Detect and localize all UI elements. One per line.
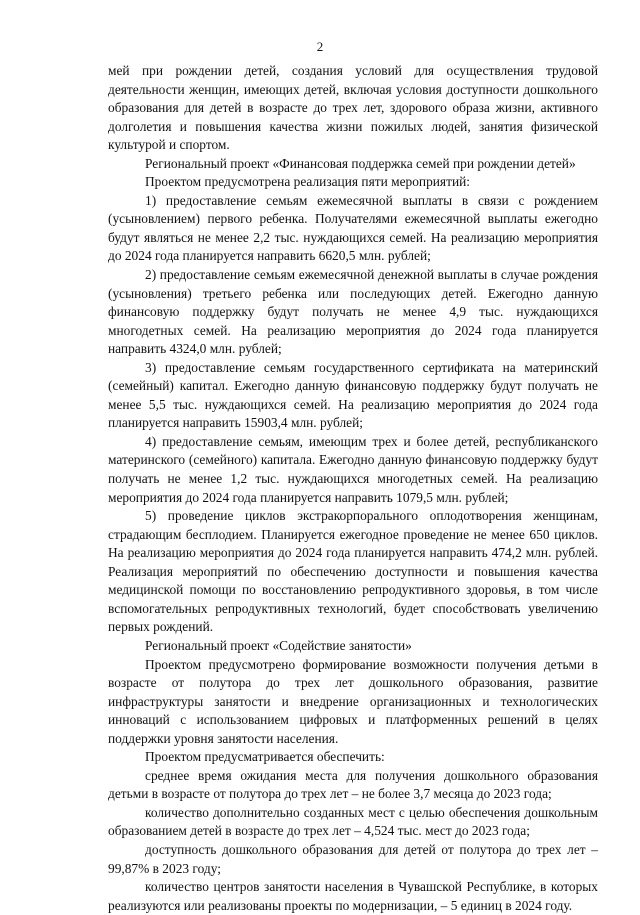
paragraph: количество дополнительно созданных мест с целью обеспечения дошкольным образованием детей в возрасте до трех лет – 4,524 тыс. мест до 2023 года;	[108, 804, 598, 839]
paragraph: 2) предоставление семьям ежемесячной денежной выплаты в случае рождения (усыновления) третьего ребенка или последующих детей. Ежегодно данную финансовую поддержку будут получать не менее 4,9 тыс. нуждающихся многодетных семей. На реализацию мероприятия до 2024 года планируется направить 4324,0 млн. рублей;	[108, 267, 598, 357]
paragraph: Проектом предусмотрено формирование возможности получения детьми в возрасте от полутора до трех лет дошкольного образования, развитие инфраструктуры занятости и внедрение организационных и технологических инноваций с использованием цифровых и платформенных решений в целях поддержки уровня занятости населения.	[108, 656, 598, 746]
paragraph: среднее время ожидания места для получения дошкольного образования детьми в возрасте от полутора до трех лет – не более 3,7 месяца до 2023 года;	[108, 767, 598, 802]
paragraph: Региональный проект «Финансовая поддержка семей при рождении детей»	[145, 155, 576, 171]
document-body	[108, 62, 598, 915]
paragraph: 3) предоставление семьям государственного сертификата на материнский (семейный) капитал. Ежегодно данную финансовую поддержку будут получать не менее 5,5 тыс. нуждающихся семей. На реализацию мероприятия до 2024 года планируется направить 15903,4 млн. рублей;	[108, 359, 598, 431]
paragraph: Проектом предусматривается обеспечить:	[145, 749, 385, 765]
paragraph: доступность дошкольного образования для детей от полутора до трех лет – 99,87% в 2023 году;	[108, 841, 598, 876]
paragraph: Проектом предусмотрена реализация пяти мероприятий:	[145, 174, 470, 190]
paragraph: Региональный проект «Содействие занятости»	[145, 637, 412, 653]
paragraph: 4) предоставление семьям, имеющим трех и более детей, республиканского материнского (семейного) капитала. Ежегодно данную финансовую поддержку будут получать не менее 1,2 тыс. нуждающихся многодетных семей. На реализацию мероприятия до 2024 года планируется направить 1079,5 млн. рублей;	[108, 433, 598, 505]
page-number: 2	[316, 39, 324, 54]
paragraph: мей при рождении детей, создания условий для осуществления трудовой деятельности женщин, имеющих детей, включая условия доступности дошкольного образования для детей в возрасте до трех лет, здорового образа жизни, активного долголетия и повышения качества жизни пожилых людей, занятия физической культурой и спортом.	[108, 63, 598, 153]
paragraph: 1) предоставление семьям ежемесячной выплаты в связи с рождением (усыновлением) первого ребенка. Получателями ежемесячной выплаты ежегодно будут являться не менее 2,2 тыс. нуждающихся семей. На реализацию мероприятия до 2024 года планируется направить 6620,5 млн. рублей;	[108, 192, 598, 264]
paragraph: количество центров занятости населения в Чувашской Республике, в которых реализуются или реализованы проекты по модернизации, – 5 единиц в 2024 году.	[108, 879, 598, 913]
paragraph: 5) проведение циклов экстракорпорального оплодотворения женщинам, страдающим бесплодием. Планируется ежегодное проведение не менее 650 циклов. На реализацию мероприятия до 2024 года планируется направить 474,2 млн. рублей. Реализация мероприятий по обеспечению доступности и повышения качества медицинской помощи по восстановлению репродуктивного здоровья, в том числе вспомогательных репродуктивных технологий, будет способствовать увеличению первых рождений.	[108, 508, 598, 635]
